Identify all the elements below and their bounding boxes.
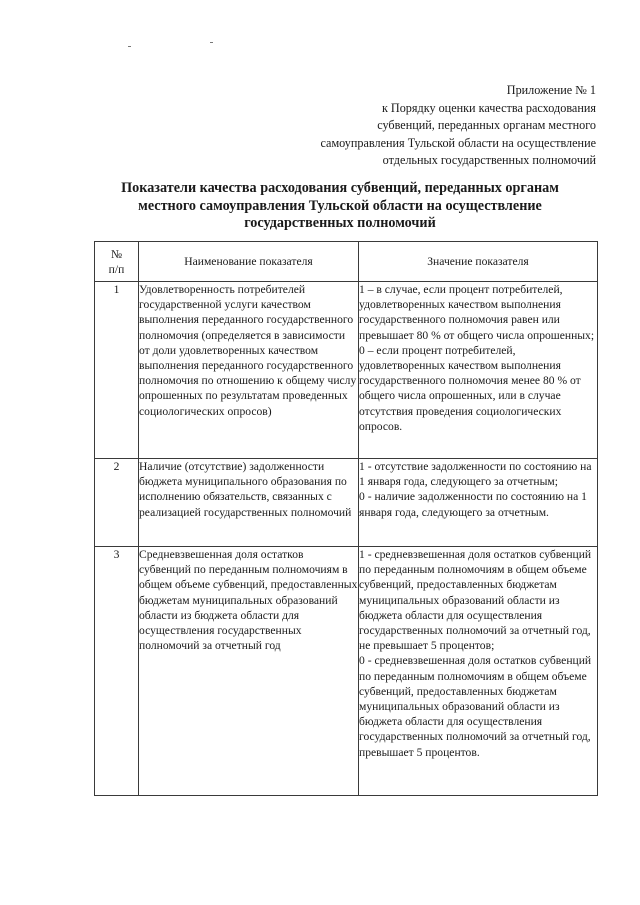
value-condition: 0 - наличие задолженности по состоянию на 1 января года, следующего за отчетным. xyxy=(359,490,587,519)
header-number xyxy=(95,242,139,282)
indicators-table xyxy=(94,241,598,796)
value-condition: 1 - средневзвешенная доля остатков субвенций по переданным полномочиям в общем объеме субвенций, предоставленных бюджетам муниципальных образований области из бюджета области для осуществления государственных полномочий за отчетный год, не превышает 5 процентов; xyxy=(359,548,592,653)
annex-line: отдельных государственных полномочий xyxy=(382,153,596,167)
indicator-name: Наличие (отсутствие) задолженности бюджета муниципального образования по исполнению обязательств, связанных с реализацией государственных полномочий xyxy=(139,459,359,547)
title-line: Показатели качества расходования субвенций, переданных органам xyxy=(121,180,559,196)
scan-speck xyxy=(128,46,131,47)
indicator-name: Средневзвешенная доля остатков субвенций по переданным полномочиям в общем объеме субвенций, предоставленных бюджетам муниципальных образований области из бюджета области для осуществления государственных полномочий за отчетный год xyxy=(139,547,359,796)
header-number-line: п/п xyxy=(108,262,125,276)
annex-heading xyxy=(321,82,597,170)
row-number: 2 xyxy=(95,459,139,547)
annex-line: субвенций, переданных органам местного xyxy=(377,118,596,132)
indicator-value xyxy=(359,282,598,459)
indicator-name: Удовлетворенность потребителей государственной услуги качеством выполнения переданного государственного полномочия (определяется в зависимости от доли удовлетворенных качеством выполнения переданного государственного полномочия по отношению к общему числу опрошенных по результатам проведенных социологических опросов) xyxy=(139,282,359,459)
annex-line: к Порядку оценки качества расходования xyxy=(381,100,596,115)
table-row xyxy=(95,282,598,459)
value-condition: 1 – в случае, если процент потребителей, удовлетворенных качеством выполнения государственного полномочия равен или превышает 80 % от общего числа опрошенных; xyxy=(359,283,595,342)
indicator-value xyxy=(359,547,598,796)
header-number-line: № xyxy=(110,247,123,261)
row-number: 3 xyxy=(95,547,139,796)
document-title xyxy=(60,180,620,233)
table-row xyxy=(95,547,598,796)
table-header-row xyxy=(95,242,598,282)
value-condition: 1 - отсутствие задолженности по состоянию на 1 января года, следующего за отчетным; xyxy=(359,460,592,489)
row-number: 1 xyxy=(95,282,139,459)
title-line: местного самоуправления Тульской области на осуществление xyxy=(138,197,542,214)
header-indicator-name: Наименование показателя xyxy=(139,242,359,282)
annex-line: самоуправления Тульской области на осуществление xyxy=(320,135,596,150)
scan-speck xyxy=(210,42,213,43)
annex-line: Приложение № 1 xyxy=(506,83,596,97)
header-indicator-value: Значение показателя xyxy=(359,242,598,282)
title-line: государственных полномочий xyxy=(244,215,436,231)
value-condition: 0 - средневзвешенная доля остатков субвенций по переданным полномочиям в общем объеме субвенций, предоставленных бюджетам муниципальных образований области из бюджета области для осуществления государственных полномочий за отчетный год, превышает 5 процентов. xyxy=(359,654,592,759)
table-row xyxy=(95,459,598,547)
value-condition: 0 – если процент потребителей, удовлетворенных качеством выполнения государственного полномочия менее 80 % от общего числа опрошенных, или в случае отсутствия проведения социологических опросов. xyxy=(359,343,581,433)
indicator-value xyxy=(359,459,598,547)
